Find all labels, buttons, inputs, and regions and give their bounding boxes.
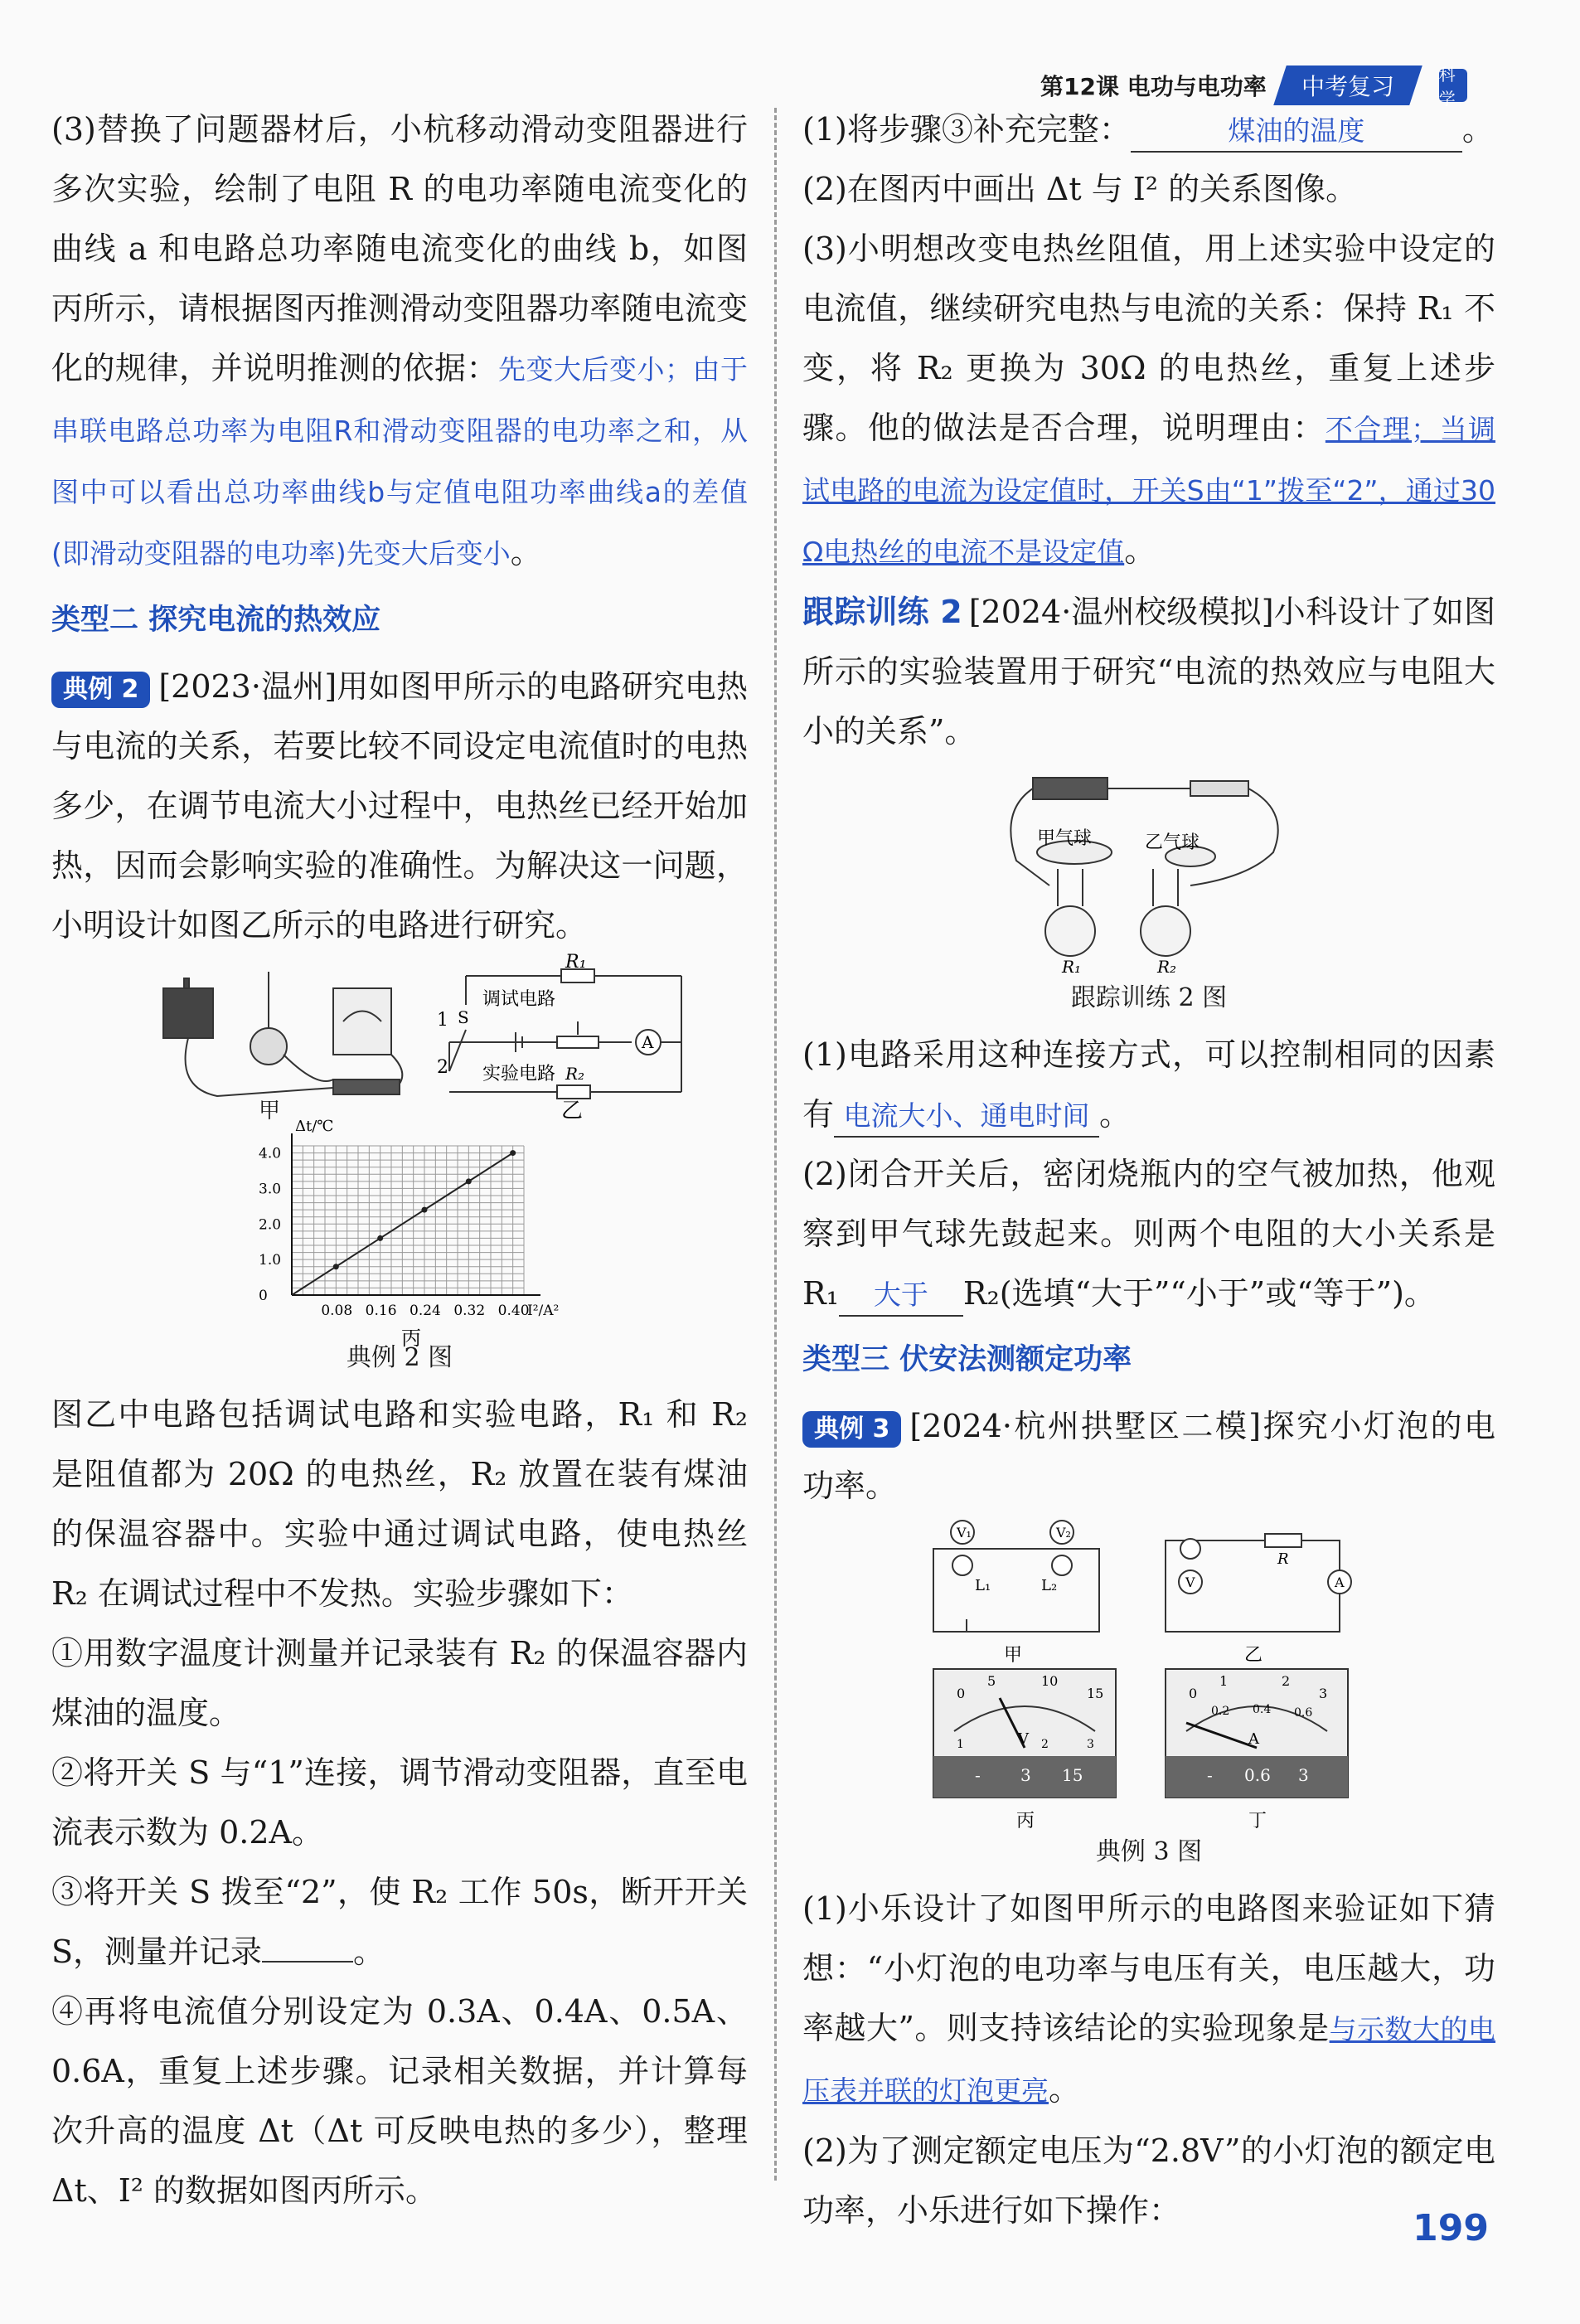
data-point bbox=[510, 1150, 516, 1156]
label-yi: 乙 bbox=[1244, 1645, 1263, 1666]
question-r3 bbox=[802, 219, 1495, 582]
q3-paragraph bbox=[51, 99, 748, 584]
x-tick-label: 0.08 bbox=[321, 1303, 353, 1319]
fig-label-ammeter: A bbox=[642, 1032, 654, 1052]
track-2-apparatus bbox=[1011, 778, 1277, 956]
label-bing: 丙 bbox=[1016, 1811, 1035, 1832]
x-tick-label: 0.32 bbox=[453, 1303, 486, 1319]
example-3-q2: (2)为了测定额定电压为“2.8V”的小灯泡的额定电功率，小乐进行如下操作： bbox=[802, 2132, 1495, 2229]
y-tick-label: 3.0 bbox=[259, 1181, 282, 1198]
lesson-title: 第12课 电功与电功率 bbox=[1040, 73, 1267, 100]
track-training-2 bbox=[802, 582, 1495, 761]
y-tick-label: 2.0 bbox=[259, 1216, 282, 1234]
r1-answer: 煤油的温度 bbox=[1131, 111, 1462, 153]
fig-label-debug: 调试电路 bbox=[482, 989, 556, 1010]
t1-answer: 电流大小、通电时间 bbox=[834, 1096, 1099, 1138]
y-tick-label: 0 bbox=[259, 1288, 268, 1304]
t2-text: (2)闭合开关后，密闭烧瓶内的空气被加热，他观察到甲气球先鼓起来。则两个电阻的大小关系是 R₁ bbox=[802, 1156, 1495, 1312]
a-term-3: 3 bbox=[1298, 1765, 1309, 1785]
label-v1: V₁ bbox=[957, 1525, 972, 1540]
v-term-3: 3 bbox=[1020, 1765, 1031, 1785]
t1-end: 。 bbox=[1099, 1096, 1132, 1133]
fig-label-exp: 实验电路 bbox=[482, 1064, 556, 1084]
label-ding: 丁 bbox=[1248, 1811, 1267, 1832]
example-2-badge: 典例 2 bbox=[51, 672, 150, 708]
label-v: V bbox=[1185, 1574, 1195, 1590]
x-tick-label: 0.16 bbox=[365, 1303, 397, 1319]
y-tick-label: 4.0 bbox=[259, 1145, 282, 1162]
label-v2: V₂ bbox=[1056, 1525, 1071, 1540]
v-scale-2: 2 bbox=[1041, 1738, 1049, 1751]
left-column bbox=[51, 99, 748, 2220]
fig-label-s: S bbox=[458, 1007, 469, 1027]
y-axis-label: Δt/℃ bbox=[295, 1118, 334, 1135]
example-3 bbox=[802, 1396, 1495, 1516]
subject-badge: 科学 bbox=[1439, 69, 1467, 102]
example-3-badge: 典例 3 bbox=[802, 1411, 901, 1448]
balloon-b-label: 乙气球 bbox=[1145, 832, 1200, 853]
e1-end: 。 bbox=[1049, 2071, 1081, 2108]
step-3-blank bbox=[262, 1961, 353, 1963]
example-2-source: [2023·温州] bbox=[158, 668, 337, 705]
data-point bbox=[422, 1207, 428, 1213]
track-2-figure bbox=[1000, 761, 1298, 977]
step-4: ④再将电流值分别设定为 0.3A、0.4A、0.5A、0.6A，重复上述步骤。记录相关数据，并计算每次升高的温度 Δt（Δt 可反映电热的多少），整理 Δt、I² 的数据如图丙所示。 bbox=[51, 1993, 748, 2209]
review-tag: 中考复习 bbox=[1273, 65, 1422, 105]
r1-text: (1)将步骤③补充完整： bbox=[802, 111, 1131, 148]
track-q1 bbox=[802, 1025, 1495, 1144]
column-divider bbox=[774, 108, 777, 2181]
data-point bbox=[333, 1264, 339, 1269]
step-3 bbox=[51, 1862, 748, 1982]
v-scale-15: 15 bbox=[1087, 1686, 1104, 1701]
example-3-text: 探究小灯泡的电功率。 bbox=[802, 1408, 1495, 1504]
example-2-apparatus-figure bbox=[85, 952, 715, 1123]
v-scale-1: 1 bbox=[957, 1738, 964, 1751]
q3-end: 。 bbox=[510, 534, 542, 570]
right-column bbox=[802, 99, 1495, 2240]
example-2-chart bbox=[225, 1118, 574, 1350]
page-number: 199 bbox=[1413, 2207, 1489, 2249]
v-scale-5: 5 bbox=[987, 1673, 996, 1689]
example-2 bbox=[51, 657, 748, 955]
x-tick-label: 0.24 bbox=[410, 1303, 441, 1319]
fig-label-r1: R₁ bbox=[565, 952, 587, 973]
label-jia: 甲 bbox=[1004, 1645, 1023, 1666]
t2-end: R₂(选填“大于”“小于”或“等于”)。 bbox=[962, 1275, 1436, 1312]
a-unit: A bbox=[1248, 1730, 1259, 1748]
t2-answer: 大于 bbox=[839, 1275, 963, 1317]
example-3-caption: 典例 3 图 bbox=[1095, 1837, 1203, 1866]
question-r1 bbox=[802, 99, 1495, 159]
v-scale-10: 10 bbox=[1041, 1673, 1059, 1689]
label-l2: L₂ bbox=[1041, 1577, 1058, 1594]
a-term-neg: - bbox=[1207, 1765, 1213, 1785]
balloon-a-label: 甲气球 bbox=[1037, 828, 1093, 849]
data-point bbox=[377, 1235, 383, 1241]
a-scale-06: 0.6 bbox=[1294, 1706, 1313, 1720]
label-r: R bbox=[1277, 1550, 1289, 1568]
step-3-text: ③将开关 S 拨至“2”，使 R₂ 工作 50s，断开开关 S，测量并记录 bbox=[51, 1874, 748, 1970]
example-2-caption: 典例 2 图 bbox=[346, 1343, 453, 1372]
a-scale-1: 1 bbox=[1219, 1673, 1229, 1689]
track-2-caption: 跟踪训练 2 图 bbox=[1070, 983, 1228, 1012]
r1-end: 。 bbox=[1461, 111, 1494, 148]
label-a: A bbox=[1335, 1574, 1345, 1590]
body-paragraph-1: 图乙中电路包括调试电路和实验电路，R₁ 和 R₂ 是阻值都为 20Ω 的电热丝，R₂ 放置在装有煤油的保温容器中。实验中通过调试电路，使电热丝 R₂ 在调试过程中不发热。实验步骤如下： bbox=[51, 1396, 748, 1612]
fig-label-yi: 乙 bbox=[561, 1099, 584, 1123]
x-tick-label: 0.40 bbox=[497, 1303, 530, 1319]
example-3-q1 bbox=[802, 1879, 1495, 2121]
v-unit: V bbox=[1018, 1730, 1029, 1748]
res-a-label: R₁ bbox=[1062, 957, 1082, 977]
q3-answer: 先变大后变小；由于串联电路总功率为电阻R和滑动变阻器的电功率之和，从图中可以看出总功率曲线b与定值电阻功率曲线a的差值(即滑动变阻器的电功率)先变大后变小 bbox=[51, 353, 748, 570]
a-scale-02: 0.2 bbox=[1211, 1705, 1230, 1718]
res-b-label: R₂ bbox=[1157, 957, 1177, 977]
v-term-15: 15 bbox=[1062, 1765, 1083, 1785]
r3-answer: 不合理；当调试电路的电流为设定值时，开关S由“1”拨至“2”，通过30 Ω电热丝的电流不是设定值 bbox=[802, 413, 1495, 568]
r3-text: (3)小明想改变电热丝阻值，用上述实验中设定的电流值，继续研究电热与电流的关系：保持 R₁ 不变，将 R₂ 更换为 30Ω 的电热丝，重复上述步骤。他的做法是否合理，说明理由： bbox=[802, 230, 1495, 446]
example-2-text: 用如图甲所示的电路研究电热与电流的关系，若要比较不同设定电流值时的电热多少，在调节电流大小过程中，电热丝已经开始加热，因而会影响实验的准确性。为解决这一问题，小明设计如图乙所示的电路进行研究。 bbox=[51, 668, 748, 944]
a-scale-3: 3 bbox=[1319, 1686, 1328, 1701]
fig-label-r2: R₂ bbox=[565, 1064, 585, 1084]
fig-label-jia: 甲 bbox=[259, 1099, 281, 1123]
track-2-label: 跟踪训练 2 bbox=[802, 594, 962, 630]
a-scale-04: 0.4 bbox=[1253, 1703, 1272, 1716]
data-point bbox=[466, 1178, 472, 1184]
apparatus-drawing bbox=[163, 972, 402, 1096]
fig-label-one: 1 bbox=[437, 1010, 448, 1031]
question-r2: (2)在图丙中画出 Δt 与 I² 的关系图像。 bbox=[802, 171, 1358, 207]
chart-caption-bing: 丙 bbox=[401, 1327, 421, 1350]
r3-end: 。 bbox=[1124, 532, 1156, 569]
e1-answer: 与示数大的电压表并联的灯泡更亮 bbox=[802, 2013, 1495, 2107]
example-3-meters bbox=[917, 1665, 1381, 1831]
fig-label-two: 2 bbox=[437, 1057, 448, 1078]
track-2-text: 小科设计了如图所示的实验装置用于研究“电流的热效应与电阻大小的关系”。 bbox=[802, 594, 1496, 750]
step-3-end: 。 bbox=[353, 1933, 385, 1970]
section-3-title: 类型三 伏安法测额定功率 bbox=[802, 1343, 1132, 1376]
v-scale-0: 0 bbox=[957, 1686, 966, 1701]
t1-text: (1)电路采用这种连接方式，可以控制相同的因素有 bbox=[802, 1036, 1495, 1133]
v-term-neg: - bbox=[975, 1765, 981, 1785]
a-term-06: 0.6 bbox=[1244, 1765, 1271, 1785]
a-scale-2: 2 bbox=[1282, 1673, 1291, 1689]
x-axis-label: I²/A² bbox=[527, 1303, 560, 1319]
label-l1: L₁ bbox=[975, 1577, 991, 1594]
step-2: ②将开关 S 与“1”连接，调节滑动变阻器，直至电流表示数为 0.2A。 bbox=[51, 1754, 748, 1851]
track-q2 bbox=[802, 1144, 1495, 1323]
y-tick-label: 1.0 bbox=[259, 1252, 282, 1269]
v-scale-3: 3 bbox=[1087, 1738, 1094, 1751]
step-1: ①用数字温度计测量并记录装有 R₂ 的保温容器内煤油的温度。 bbox=[51, 1635, 748, 1731]
q3-text: (3)替换了问题器材后，小杭移动滑动变阻器进行多次实验，绘制了电阻 R 的电功率随电流变化的曲线 a 和电路总功率随电流变化的曲线 b，如图丙所示，请根据图丙推测滑动变阻器功率随电流变化的规律，并说明推测的依据： bbox=[51, 111, 748, 386]
example-3-source: [2024·杭州拱墅区二模] bbox=[909, 1408, 1262, 1444]
e1-text: (1)小乐设计了如图甲所示的电路图来验证如下猜想：“小灯泡的电功率与电压有关，电压越大，功率越大”。则支持该结论的实验现象是 bbox=[802, 1890, 1495, 2046]
section-2-title: 类型二 探究电流的热效应 bbox=[51, 604, 381, 637]
track-2-source: [2024·温州校级模拟] bbox=[968, 594, 1274, 630]
example-3-circuits bbox=[917, 1516, 1381, 1665]
a-scale-0: 0 bbox=[1189, 1686, 1198, 1701]
